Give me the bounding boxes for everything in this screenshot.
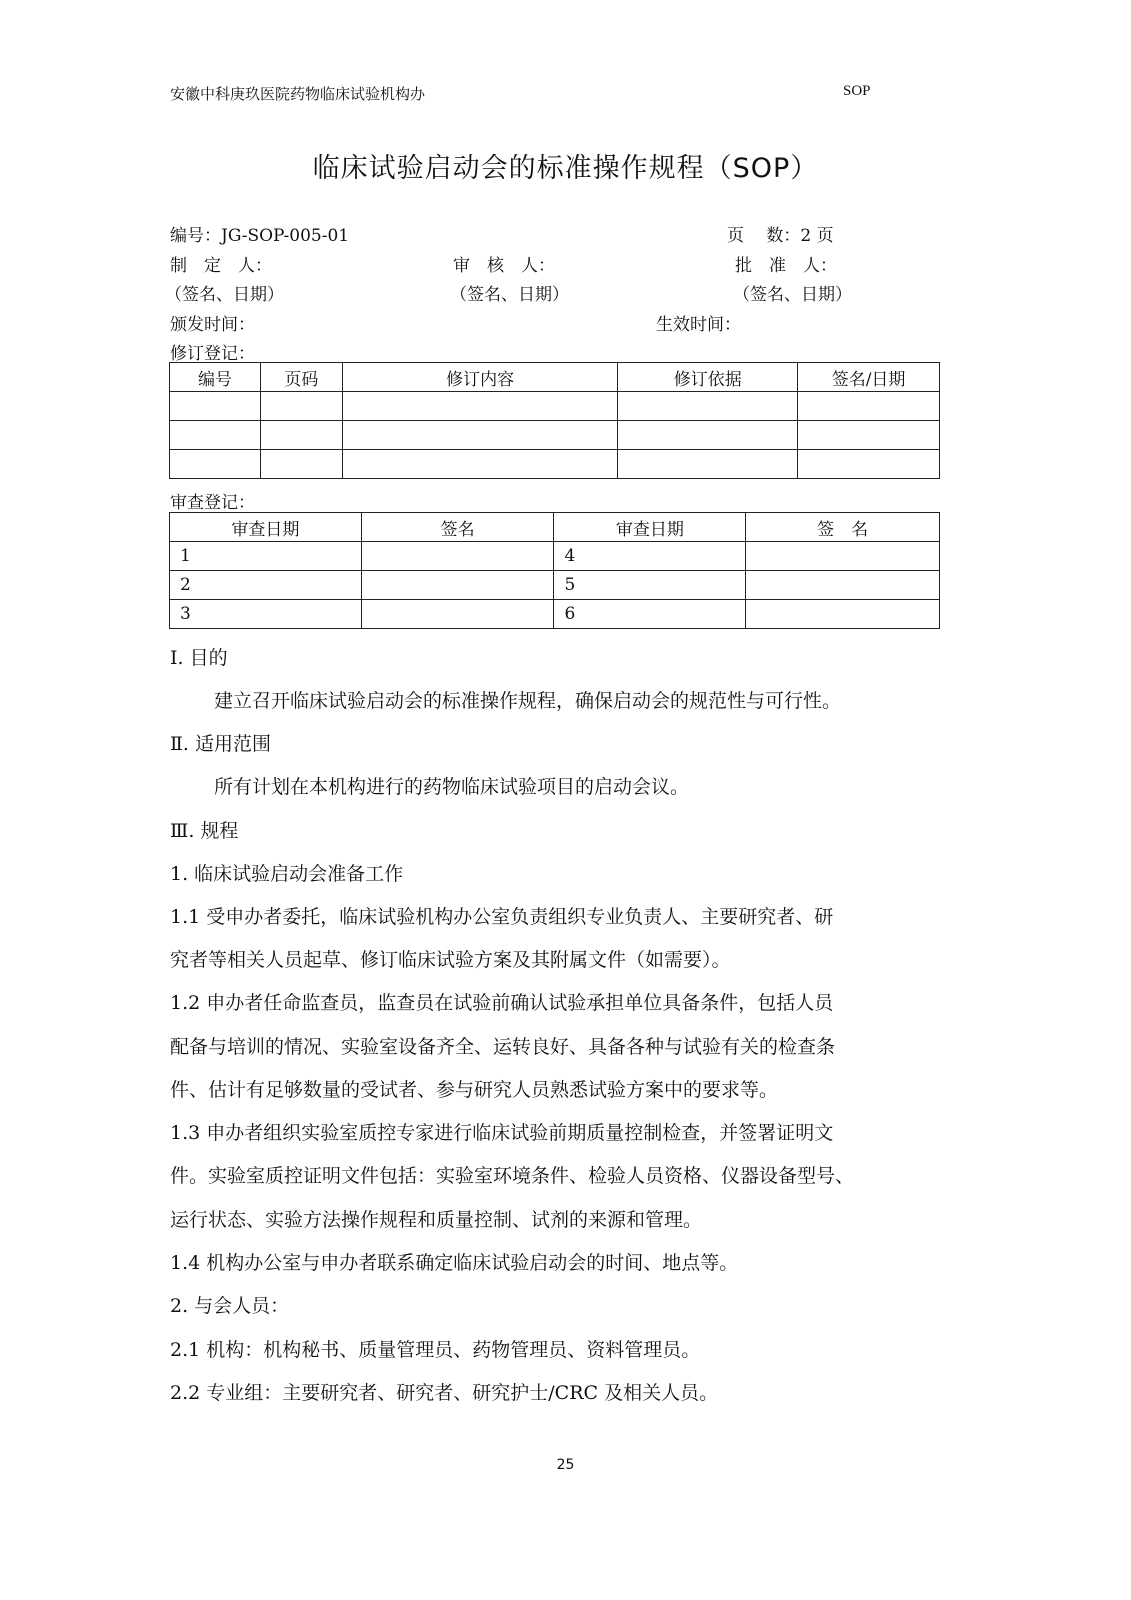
revision-table: [169, 362, 940, 479]
table-cell: [361, 600, 554, 629]
table-cell: [260, 450, 342, 479]
review-table-header: [170, 513, 940, 542]
reviewer-sign-date: （签名、日期）: [450, 285, 569, 305]
table-cell: [798, 450, 940, 479]
table-cell: [170, 450, 261, 479]
body-line: 件、估计有足够数量的受试者、参与研究人员熟悉试验方案中的要求等。: [170, 1079, 779, 1101]
table-cell: 2: [170, 571, 362, 600]
table-cell: [260, 421, 342, 450]
body-line: 1.4 机构办公室与申办者联系确定临床试验启动会的时间、地点等。: [170, 1252, 739, 1274]
body-line: 2.1 机构：机构秘书、质量管理员、药物管理员、资料管理员。: [170, 1339, 701, 1361]
table-cell: [342, 392, 618, 421]
issue-time-label: 颁发时间：: [170, 315, 255, 335]
section-purpose-text: 建立召开临床试验启动会的标准操作规程，确保启动会的规范性与可行性。: [214, 690, 842, 712]
review-table: [169, 512, 940, 629]
header-cell: 签名: [361, 513, 554, 542]
table-cell: [746, 542, 940, 571]
table-row: [170, 392, 940, 421]
header-cell: 修订依据: [618, 363, 798, 392]
header-organization: 安徽中科庚玖医院药物临床试验机构办: [170, 85, 426, 103]
table-cell: [798, 421, 940, 450]
body-line: 1. 临床试验启动会准备工作: [170, 863, 404, 885]
table-row: [170, 421, 940, 450]
section-procedure-heading: Ⅲ. 规程: [170, 820, 239, 842]
body-line: 件。实验室质控证明文件包括：实验室环境条件、检验人员资格、仪器设备型号、: [170, 1165, 855, 1187]
table-cell: [746, 600, 940, 629]
body-line: 1.3 申办者组织实验室质控专家进行临床试验前期质量控制检查，并签署证明文: [170, 1122, 834, 1144]
table-cell: [260, 392, 342, 421]
table-cell: [170, 392, 261, 421]
body-line: 配备与培训的情况、实验室设备齐全、运转良好、具备各种与试验有关的检查条: [170, 1036, 836, 1058]
body-line: 2. 与会人员：: [170, 1295, 290, 1317]
body-line: 1.1 受申办者委托，临床试验机构办公室负责组织专业负责人、主要研究者、研: [170, 906, 834, 928]
table-row: [170, 450, 940, 479]
header-cell: 页码: [260, 363, 342, 392]
drafter-label: 制 定 人：: [170, 256, 272, 276]
body-line: 运行状态、实验方法操作规程和质量控制、试剂的来源和管理。: [170, 1209, 703, 1231]
revision-table-header: [170, 363, 940, 392]
body-line: 2.2 专业组：主要研究者、研究者、研究护士/CRC 及相关人员。: [170, 1382, 719, 1404]
table-cell: [618, 421, 798, 450]
page-number: 25: [556, 1457, 575, 1473]
table-cell: [618, 450, 798, 479]
header-cell: 签名/日期: [798, 363, 940, 392]
drafter-sign-date: （签名、日期）: [165, 285, 284, 305]
section-scope-heading: Ⅱ. 适用范围: [170, 733, 271, 755]
table-cell: 4: [554, 542, 746, 571]
table-row: [170, 571, 940, 600]
table-row: [170, 600, 940, 629]
reviewer-label: 审 核 人：: [453, 256, 555, 276]
table-cell: [618, 392, 798, 421]
table-cell: 1: [170, 542, 362, 571]
table-cell: 3: [170, 600, 362, 629]
header-doc-type: SOP: [843, 83, 871, 99]
section-purpose-heading: Ⅰ. 目的: [170, 647, 228, 669]
header-cell: 编号: [170, 363, 261, 392]
header-cell: 审查日期: [554, 513, 746, 542]
table-row: [170, 542, 940, 571]
document-title: 临床试验启动会的标准操作规程（SOP）: [312, 153, 819, 184]
body-line: 1.2 申办者任命监查员，监查员在试验前确认试验承担单位具备条件，包括人员: [170, 992, 834, 1014]
header-cell: 审查日期: [170, 513, 362, 542]
table-cell: [361, 571, 554, 600]
revision-log-label: 修订登记：: [170, 344, 255, 364]
approver-label: 批 准 人：: [735, 256, 837, 276]
table-cell: [361, 542, 554, 571]
table-cell: [342, 421, 618, 450]
header-cell: 签 名: [746, 513, 940, 542]
table-cell: [342, 450, 618, 479]
page-count: 页 数：2 页: [727, 226, 834, 246]
header-cell: 修订内容: [342, 363, 618, 392]
approver-sign-date: （签名、日期）: [733, 285, 852, 305]
effective-time-label: 生效时间：: [656, 315, 741, 335]
review-log-label: 审查登记：: [170, 493, 255, 513]
table-cell: 6: [554, 600, 746, 629]
section-scope-text: 所有计划在本机构进行的药物临床试验项目的启动会议。: [214, 776, 690, 798]
body-line: 究者等相关人员起草、修订临床试验方案及其附属文件（如需要）。: [170, 949, 731, 971]
table-cell: 5: [554, 571, 746, 600]
table-cell: [170, 421, 261, 450]
table-cell: [798, 392, 940, 421]
doc-number: 编号：JG-SOP-005-01: [170, 226, 350, 246]
table-cell: [746, 571, 940, 600]
